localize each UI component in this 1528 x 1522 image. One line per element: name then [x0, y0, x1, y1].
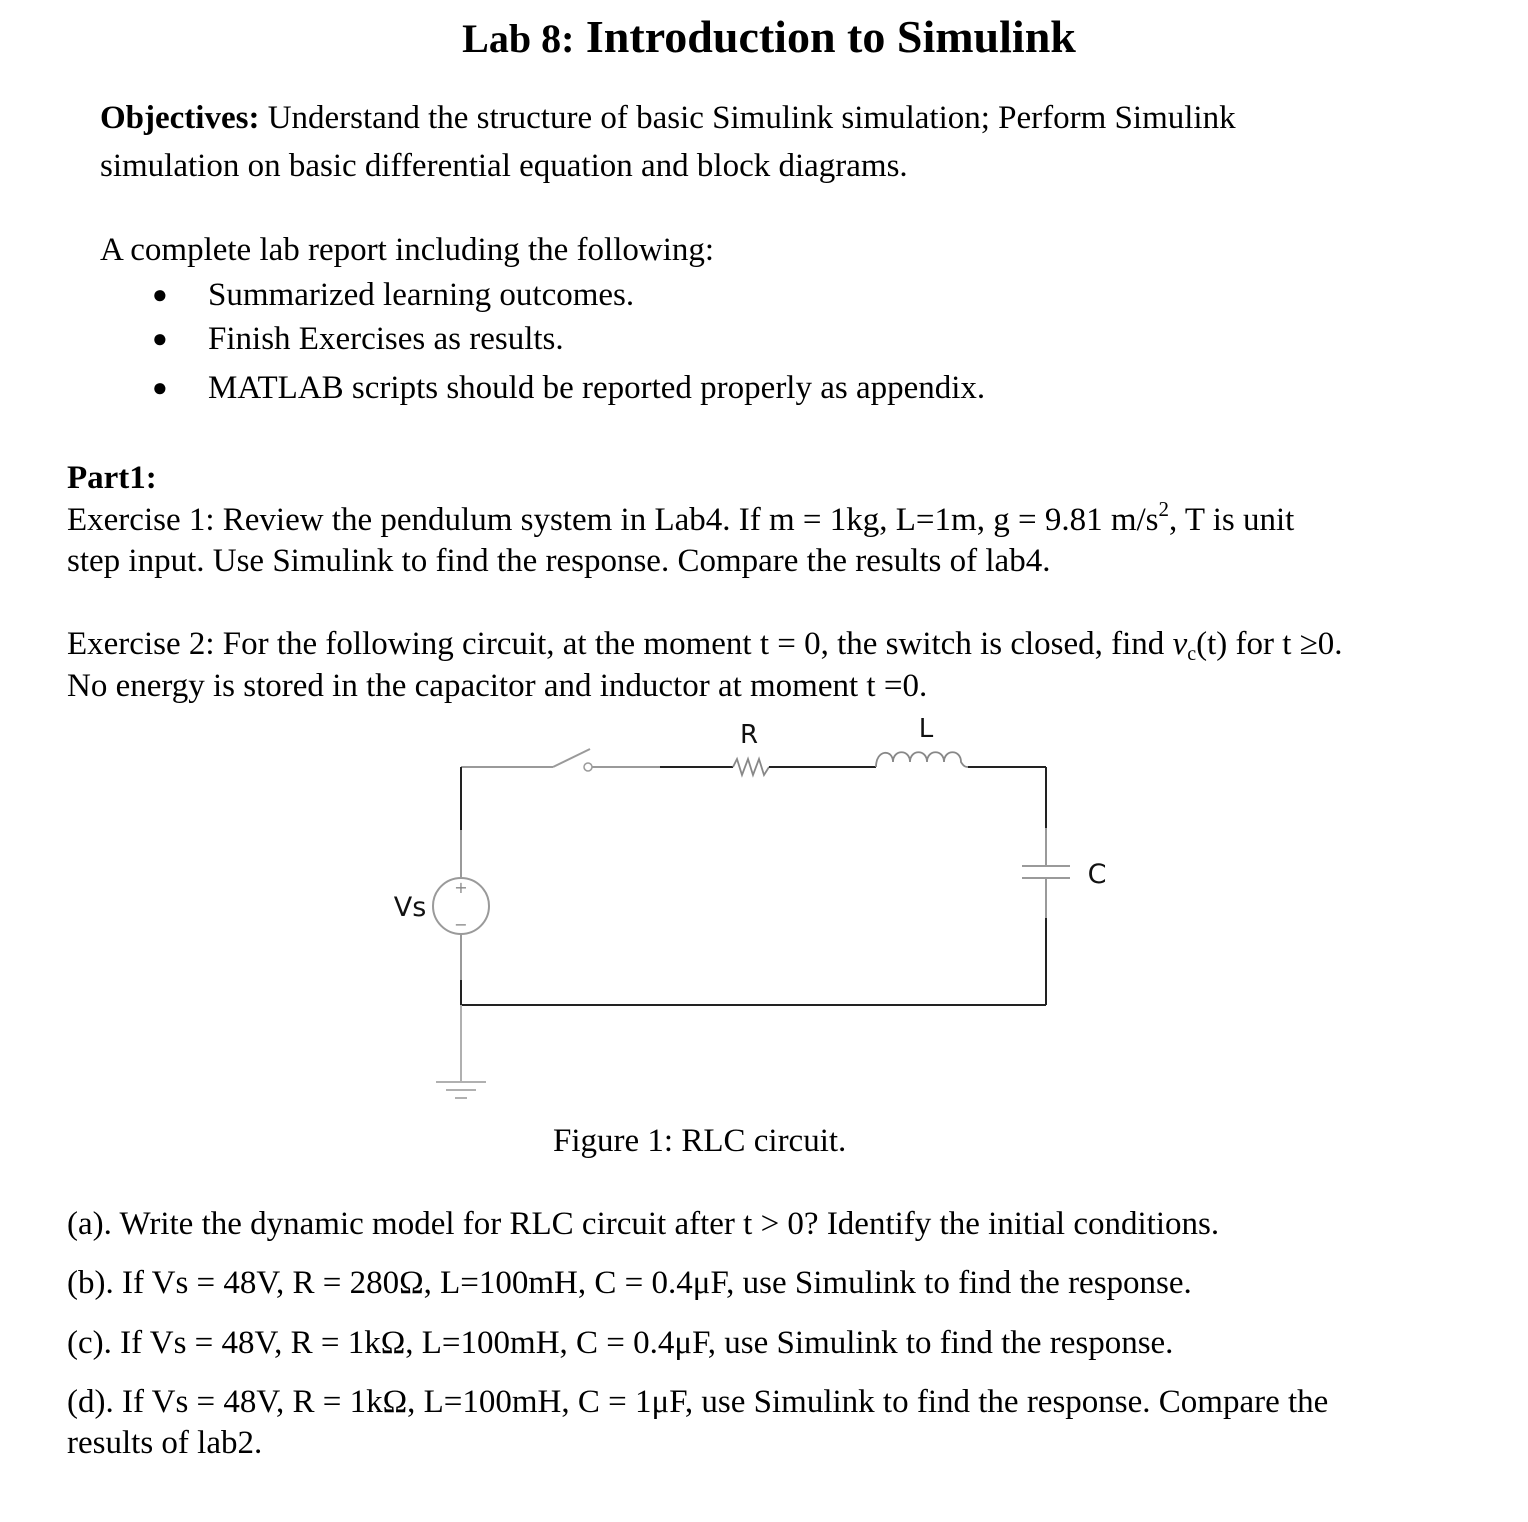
report-item-2: Finish Exercises as results.: [208, 321, 564, 357]
exercise2-text-b: (t) for t ≥0.: [1196, 626, 1343, 662]
title-main: Introduction to Simulink: [585, 11, 1076, 62]
bullet-icon: ●: [152, 280, 168, 309]
bullet-icon: ●: [152, 373, 168, 402]
bullet-icon: ●: [152, 324, 168, 353]
resistor-icon: [733, 759, 769, 775]
part1-heading-text: Part1:: [67, 460, 157, 496]
source-plus-sign: +: [454, 878, 468, 897]
objectives-text-1: Understand the structure of basic Simulink simulation; Perform Simulink: [267, 100, 1236, 136]
report-intro: A complete lab report including the following:: [100, 232, 715, 268]
exercise2-subscript: c: [1187, 643, 1197, 665]
exercise1-line-2: step input. Use Simulink to find the response. Compare the results of lab4.: [67, 543, 1051, 579]
report-item-3: MATLAB scripts should be reported properly as appendix.: [208, 370, 986, 406]
question-c: (c). If Vs = 48V, R = 1kΩ, L=100mH, C = 0.4μF, use Simulink to find the response.: [67, 1325, 1174, 1361]
objectives-line-2: simulation on basic differential equation and block diagrams.: [100, 148, 908, 184]
exercise1-text-b: , T is unit: [1169, 502, 1295, 538]
question-b: (b). If Vs = 48V, R = 280Ω, L=100mH, C = 0.4μF, use Simulink to find the response.: [67, 1265, 1192, 1301]
exercise2-line-2: No energy is stored in the capacitor and inductor at moment t =0.: [67, 668, 928, 704]
report-item-1: Summarized learning outcomes.: [208, 277, 635, 313]
title-prefix: Lab 8:: [462, 16, 575, 61]
label-inductor: L: [918, 714, 934, 744]
objectives-label: Objectives:: [100, 100, 260, 136]
source-minus-sign: −: [454, 915, 468, 934]
switch-contact-icon: [584, 763, 592, 771]
exercise1-superscript: 2: [1158, 497, 1169, 521]
label-resistor: R: [739, 720, 759, 750]
question-d-line-1: (d). If Vs = 48V, R = 1kΩ, L=100mH, C = 1μF, use Simulink to find the response. Compare the: [67, 1384, 1329, 1420]
exercise2-text-a: Exercise 2: For the following circuit, at the moment t = 0, the switch is closed, find: [67, 626, 1173, 662]
question-d-line-2: results of lab2.: [67, 1425, 263, 1461]
exercise2-voltage-symbol: v: [1172, 626, 1188, 662]
question-a: (a). Write the dynamic model for RLC circuit after t > 0? Identify the initial conditions.: [67, 1206, 1220, 1242]
inductor-icon: [876, 752, 968, 767]
label-capacitor: C: [1087, 859, 1107, 890]
exercise1-text-a: Exercise 1: Review the pendulum system in Lab4. If m = 1kg, L=1m, g = 9.81 m/s: [67, 502, 1159, 538]
figure-caption: Figure 1: RLC circuit.: [553, 1123, 847, 1159]
label-voltage-source: Vs: [393, 892, 427, 923]
